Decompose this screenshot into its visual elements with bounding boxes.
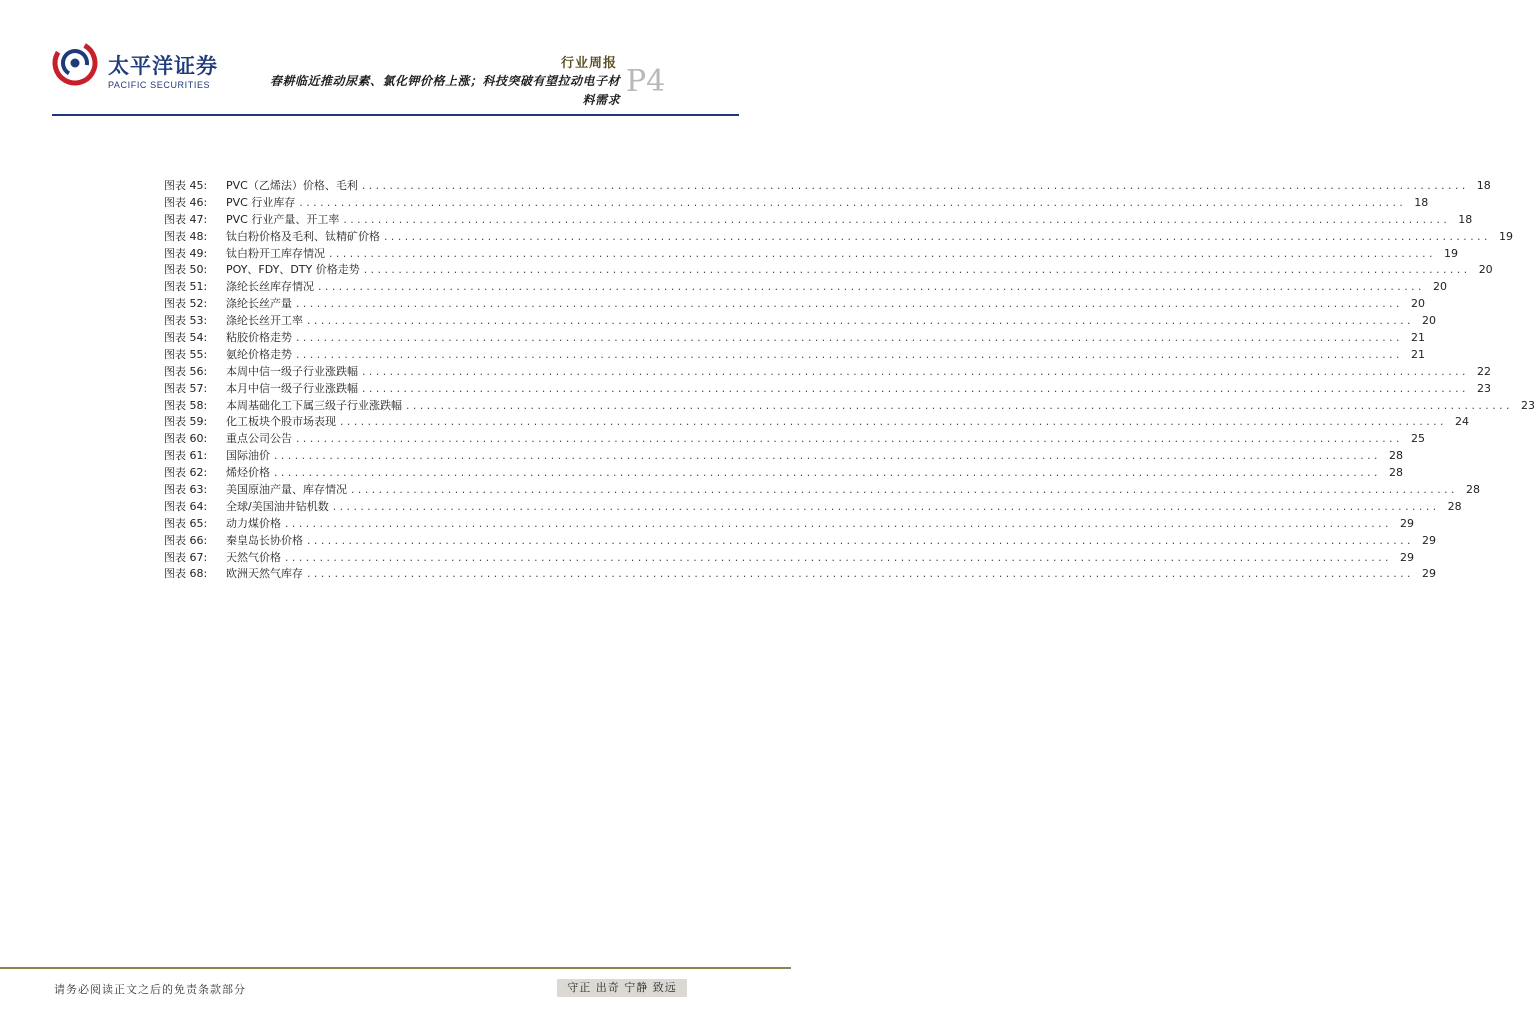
toc-page-number: 18 (1476, 179, 1491, 192)
toc-leader-dots: ................................................................................................................................................................ (317, 283, 1424, 294)
footer-motto: 守正 出奇 宁静 致远 (557, 979, 687, 997)
toc-entry[interactable] (164, 262, 1493, 279)
toc-leader-dots: ................................................................................................................................................................ (298, 198, 1406, 209)
toc-page-number: 20 (1410, 297, 1425, 311)
toc-figure-label: 图表 67: (164, 550, 208, 564)
toc-leader-dots: ................................................................................................................................................................ (284, 519, 1391, 530)
toc-figure-label: 图表 64: (164, 499, 208, 513)
toc-figure-title: 本周基础化工下属三级子行业涨跌幅 (226, 398, 402, 412)
toc-figure-title: 涤纶长丝产量 (226, 297, 292, 311)
toc-entry[interactable] (164, 178, 1491, 195)
toc-figure-title: 涤纶长丝库存情况 (226, 280, 314, 294)
toc-entry[interactable] (164, 533, 1436, 550)
toc-entry[interactable] (164, 229, 1513, 246)
toc-entry[interactable] (164, 566, 1436, 583)
toc-figure-title: 秦皇岛长协价格 (226, 533, 303, 547)
toc-figure-label: 图表 62: (164, 466, 208, 480)
figure-list (164, 178, 1535, 583)
toc-figure-title: 本周中信一级子行业涨跌幅 (226, 364, 358, 378)
toc-page-number: 28 (1388, 466, 1403, 480)
toc-figure-label: 图表 65: (164, 516, 208, 530)
toc-leader-dots: ................................................................................................................................................................ (295, 350, 1402, 361)
toc-entry[interactable] (164, 296, 1425, 313)
toc-page-number: 28 (1447, 499, 1462, 513)
toc-entry[interactable] (164, 431, 1425, 448)
toc-entry[interactable] (164, 347, 1425, 364)
toc-leader-dots: ................................................................................................................................................................ (331, 502, 1439, 513)
toc-entry[interactable] (164, 364, 1491, 381)
toc-figure-title: 本月中信一级子行业涨跌幅 (226, 381, 358, 395)
toc-figure-label: 图表 49: (164, 246, 208, 260)
toc-page-number: 23 (1476, 381, 1491, 395)
toc-leader-dots: ................................................................................................................................................................ (405, 401, 1512, 412)
toc-figure-title: 美国原油产量、库存情况 (226, 483, 347, 497)
toc-leader-dots: ................................................................................................................................................................ (284, 553, 1391, 564)
toc-leader-dots: ................................................................................................................................................................ (295, 300, 1402, 311)
toc-page-number: 22 (1476, 364, 1491, 378)
toc-leader-dots: ................................................................................................................................................................ (361, 367, 1468, 378)
toc-figure-label: 图表 53: (164, 314, 208, 328)
toc-page-number: 19 (1498, 229, 1513, 243)
toc-figure-label: 图表 56: (164, 364, 208, 378)
footer-divider (0, 967, 791, 969)
toc-page-number: 20 (1432, 280, 1447, 294)
toc-page-number: 19 (1443, 246, 1458, 260)
toc-figure-label: 图表 63: (164, 483, 208, 497)
toc-figure-label: 图表 54: (164, 331, 208, 345)
toc-entry[interactable] (164, 516, 1414, 533)
toc-entry[interactable] (164, 330, 1425, 347)
toc-figure-title: 动力煤价格 (226, 516, 281, 530)
toc-entry[interactable] (164, 465, 1403, 482)
header-divider (52, 114, 739, 116)
toc-figure-label: 图表 61: (164, 449, 208, 463)
toc-entry[interactable] (164, 195, 1429, 212)
toc-figure-title: PVC 行业产量、开工率 (226, 212, 340, 226)
toc-leader-dots: ................................................................................................................................................................ (295, 435, 1402, 446)
toc-figure-label: 图表 58: (164, 398, 208, 412)
toc-entry[interactable] (164, 313, 1436, 330)
toc-figure-title: 涤纶长丝开工率 (226, 314, 303, 328)
toc-figure-title: 钛白粉开工库存情况 (226, 246, 325, 260)
toc-leader-dots: ................................................................................................................................................................ (273, 452, 1380, 463)
toc-page-number: 29 (1421, 567, 1436, 581)
toc-figure-label: 图表 47: (164, 212, 208, 226)
toc-page-number: 21 (1410, 331, 1425, 345)
page-header (0, 0, 791, 120)
toc-entry[interactable] (164, 550, 1414, 567)
toc-figure-title: POY、FDY、DTY 价格走势 (226, 263, 360, 277)
toc-figure-title: PVC 行业库存 (226, 195, 296, 209)
toc-figure-title: PVC（乙烯法）价格、毛利 (226, 179, 358, 192)
toc-leader-dots: ................................................................................................................................................................ (306, 536, 1413, 547)
toc-figure-title: 粘胶价格走势 (226, 331, 292, 345)
brand-name-en: PACIFIC SECURITIES (108, 80, 211, 90)
toc-figure-title: 国际油价 (226, 449, 270, 463)
toc-leader-dots: ................................................................................................................................................................ (295, 334, 1402, 345)
toc-page-number: 20 (1478, 263, 1493, 277)
report-type: 行业周报 (560, 56, 617, 71)
toc-leader-dots: ................................................................................................................................................................ (328, 249, 1435, 260)
toc-figure-title: 氨纶价格走势 (226, 347, 292, 361)
toc-entry[interactable] (164, 246, 1458, 263)
toc-figure-label: 图表 60: (164, 432, 208, 446)
toc-page-number: 21 (1410, 347, 1425, 361)
toc-figure-label: 图表 51: (164, 280, 208, 294)
toc-leader-dots: ................................................................................................................................................................ (361, 384, 1468, 395)
toc-figure-label: 图表 48: (164, 229, 208, 243)
toc-figure-label: 图表 45: (164, 179, 208, 192)
page-number: P4 (626, 64, 666, 99)
toc-leader-dots: ................................................................................................................................................................ (362, 266, 1470, 277)
toc-figure-title: 全球/美国油井钻机数 (226, 499, 329, 513)
toc-leader-dots: ................................................................................................................................................................ (339, 418, 1446, 429)
report-title-line-2: 料需求 (582, 93, 620, 107)
toc-page-number: 20 (1421, 314, 1436, 328)
toc-figure-label: 图表 59: (164, 415, 208, 429)
toc-page-number: 29 (1399, 516, 1414, 530)
toc-figure-title: 烯烃价格 (226, 466, 270, 480)
toc-leader-dots: ................................................................................................................................................................ (383, 232, 1490, 243)
toc-page-number: 18 (1414, 195, 1429, 209)
toc-figure-title: 化工板块个股市场表现 (226, 415, 336, 429)
toc-leader-dots: ................................................................................................................................................................ (306, 570, 1413, 581)
toc-leader-dots: ................................................................................................................................................................ (350, 486, 1457, 497)
toc-page-number: 25 (1410, 432, 1425, 446)
toc-page-number: 28 (1465, 483, 1480, 497)
pacific-securities-logo-icon (52, 40, 98, 86)
toc-figure-title: 钛白粉价格及毛利、钛精矿价格 (226, 229, 380, 243)
footer-disclaimer: 请务必阅读正文之后的免责条款部分 (54, 983, 246, 996)
toc-entry[interactable] (164, 279, 1447, 296)
toc-figure-title: 重点公司公告 (226, 432, 292, 446)
toc-figure-label: 图表 66: (164, 533, 208, 547)
toc-entry[interactable] (164, 448, 1403, 465)
toc-page-number: 18 (1458, 212, 1473, 226)
toc-leader-dots: ................................................................................................................................................................ (306, 317, 1413, 328)
toc-figure-title: 欧洲天然气库存 (226, 567, 303, 581)
toc-figure-label: 图表 50: (164, 263, 208, 277)
toc-leader-dots: ................................................................................................................................................................ (273, 469, 1380, 480)
toc-figure-label: 图表 68: (164, 567, 208, 581)
toc-leader-dots: ................................................................................................................................................................ (360, 182, 1468, 192)
toc-page-number: 29 (1421, 533, 1436, 547)
report-title-line-1: 春耕临近推动尿素、氯化钾价格上涨；科技突破有望拉动电子材 (269, 74, 620, 88)
toc-entry[interactable] (164, 398, 1535, 415)
toc-entry[interactable] (164, 212, 1473, 229)
toc-page-number: 24 (1454, 415, 1469, 429)
toc-figure-label: 图表 52: (164, 297, 208, 311)
toc-page-number: 28 (1388, 449, 1403, 463)
toc-figure-title: 天然气价格 (226, 550, 281, 564)
brand-name-cn: 太平洋证券 (108, 54, 218, 78)
toc-figure-label: 图表 46: (164, 195, 208, 209)
report-title (222, 72, 620, 110)
toc-entry[interactable] (164, 414, 1469, 431)
toc-figure-label: 图表 57: (164, 381, 208, 395)
toc-entry[interactable] (164, 499, 1462, 516)
toc-page-number: 29 (1399, 550, 1414, 564)
toc-entry[interactable] (164, 482, 1480, 499)
toc-figure-label: 图表 55: (164, 347, 208, 361)
toc-page-number: 23 (1520, 398, 1535, 412)
toc-entry[interactable] (164, 381, 1491, 398)
toc-leader-dots: ................................................................................................................................................................ (342, 215, 1450, 226)
